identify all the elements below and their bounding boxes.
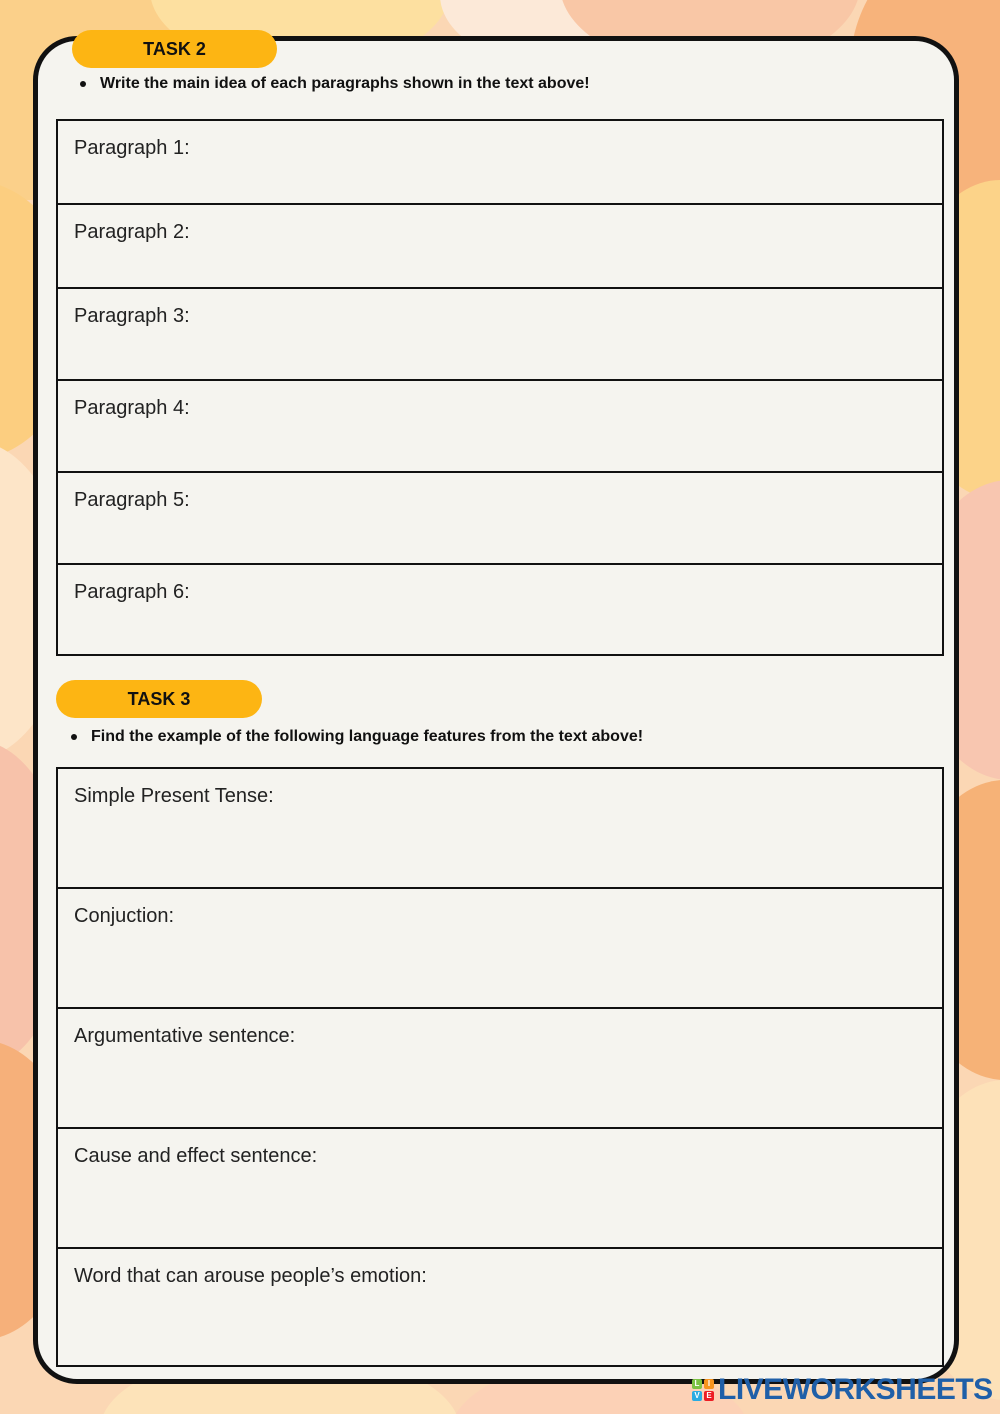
task3-table — [56, 767, 944, 1367]
task2-instruction — [80, 75, 590, 93]
row-label: Paragraph 1: — [74, 137, 190, 159]
bullet-icon — [80, 81, 86, 87]
task2-instruction-text: Write the main idea of each paragraphs shown in the text above! — [100, 75, 590, 92]
task3-row[interactable] — [58, 769, 942, 889]
task3-row[interactable] — [58, 1129, 942, 1249]
task2-row[interactable] — [58, 381, 942, 473]
row-label: Paragraph 3: — [74, 305, 190, 327]
task2-row[interactable] — [58, 205, 942, 289]
task2-row[interactable] — [58, 565, 942, 654]
task2-row[interactable] — [58, 121, 942, 205]
row-label: Paragraph 5: — [74, 489, 190, 511]
row-label: Simple Present Tense: — [74, 785, 274, 807]
liveworksheets-logo — [692, 1374, 993, 1406]
row-label: Paragraph 4: — [74, 397, 190, 419]
task3-row[interactable] — [58, 1249, 942, 1365]
bullet-icon — [71, 734, 77, 740]
task3-label: TASK 3 — [56, 680, 262, 718]
liveworksheets-logo-mark-icon: L I V E — [692, 1379, 714, 1401]
row-label: Conjuction: — [74, 905, 175, 927]
row-label: Argumentative sentence: — [74, 1025, 296, 1047]
logo-text: LIVEWORKSHEETS — [718, 1373, 993, 1406]
task3-instruction-text: Find the example of the following language features from the text above! — [91, 728, 644, 745]
row-label: Paragraph 2: — [74, 221, 190, 243]
task3-row[interactable] — [58, 1009, 942, 1129]
task3-row[interactable] — [58, 889, 942, 1009]
task3-instruction — [71, 728, 643, 746]
task2-table — [56, 119, 944, 656]
task2-label: TASK 2 — [72, 30, 277, 68]
task2-row[interactable] — [58, 473, 942, 565]
row-label: Cause and effect sentence: — [74, 1145, 318, 1167]
row-label: Paragraph 6: — [74, 581, 190, 603]
task2-row[interactable] — [58, 289, 942, 381]
row-label: Word that can arouse people’s emotion: — [74, 1265, 427, 1287]
